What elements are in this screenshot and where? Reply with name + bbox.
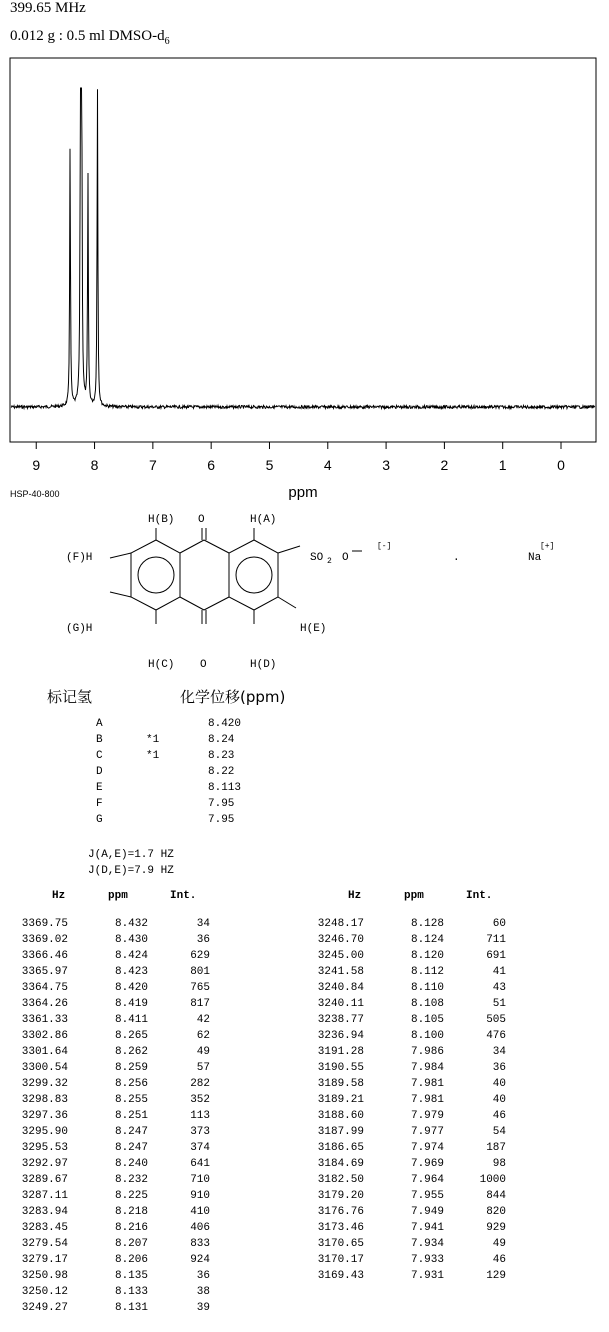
molecule-structure	[0, 500, 609, 680]
peak-hz: 3289.67	[21, 1174, 68, 1186]
x-tick-label: 9	[32, 457, 41, 473]
peak-ppm: 8.128	[410, 918, 444, 930]
peak-intensity: 36	[196, 1270, 210, 1282]
peak-ppm: 8.432	[114, 918, 148, 930]
peak-intensity: 801	[190, 966, 210, 978]
peak-hz: 3369.75	[21, 918, 68, 930]
peak-hz: 3170.65	[317, 1238, 364, 1250]
peak-hz: 3169.43	[317, 1270, 364, 1282]
peak-table-row	[316, 1238, 506, 1254]
peak-ppm: 7.931	[410, 1270, 444, 1282]
peak-intensity: 711	[486, 934, 506, 946]
peak-ppm: 8.430	[114, 934, 148, 946]
coupling-constants	[88, 849, 174, 881]
label-h-f: (F)H	[66, 552, 93, 564]
peak-table-row	[316, 950, 506, 966]
column-header-shift: 化学位移(ppm)	[180, 688, 286, 706]
peak-intensity: 38	[196, 1286, 210, 1298]
peak-ppm: 8.110	[410, 982, 444, 994]
peak-table-row	[20, 1078, 210, 1094]
peak-intensity: 98	[492, 1158, 506, 1170]
spectrum-code: HSP-40-800	[10, 489, 60, 499]
peak-intensity: 113	[190, 1110, 210, 1122]
peak-intensity: 46	[492, 1110, 506, 1122]
peak-ppm: 8.100	[410, 1030, 444, 1042]
proton-shift: 8.22	[208, 766, 235, 778]
peak-hz: 3186.65	[317, 1142, 364, 1154]
peak-intensity: 46	[492, 1254, 506, 1266]
peak-intensity: 34	[196, 918, 210, 930]
peak-intensity: 34	[492, 1046, 506, 1058]
peak-intensity: 49	[196, 1046, 210, 1058]
peak-ppm: 7.949	[410, 1206, 444, 1218]
proton-shift: 8.23	[208, 750, 235, 762]
peak-table-row	[20, 1094, 210, 1110]
peak-hz: 3279.54	[21, 1238, 68, 1250]
proton-label: A	[96, 718, 103, 730]
peak-table-row	[316, 1110, 506, 1126]
peak-intensity: 54	[492, 1126, 506, 1138]
label-h-b: H(B)	[148, 514, 175, 526]
peak-ppm: 7.941	[410, 1222, 444, 1234]
proton-shift: 7.95	[208, 814, 235, 826]
peak-hz: 3240.11	[317, 998, 364, 1010]
x-tick-label: 2	[440, 457, 449, 473]
peak-table-row	[20, 1302, 210, 1318]
peak-table-row	[316, 1254, 506, 1270]
proton-label: C	[96, 750, 103, 762]
peak-table-row	[316, 934, 506, 950]
peak-table-header	[316, 890, 506, 918]
peak-table-row	[316, 1222, 506, 1238]
peak-table-row	[20, 934, 210, 950]
peak-intensity: 374	[190, 1142, 210, 1154]
peak-hz: 3361.33	[21, 1014, 68, 1026]
proton-note: *1	[146, 750, 160, 762]
peak-intensity: 710	[190, 1174, 210, 1186]
peak-ppm: 8.108	[410, 998, 444, 1010]
proton-note: *1	[146, 734, 160, 746]
peak-ppm: 8.251	[114, 1110, 148, 1122]
peak-hz: 3182.50	[317, 1174, 364, 1186]
peak-hz: 3246.70	[317, 934, 364, 946]
spectrum-trace	[11, 88, 595, 409]
peak-table-header-cell: Int.	[170, 890, 197, 902]
peak-intensity: 910	[190, 1190, 210, 1202]
peak-table-row	[20, 1110, 210, 1126]
peak-table-row	[20, 998, 210, 1014]
peak-table-right	[316, 890, 506, 1286]
sulfonate-oxygen: O	[342, 552, 349, 564]
peak-hz: 3299.32	[21, 1078, 68, 1090]
peak-ppm: 8.112	[410, 966, 444, 978]
x-tick-label: 1	[498, 457, 507, 473]
x-tick-label: 5	[265, 457, 274, 473]
peak-table-row	[20, 1062, 210, 1078]
peak-intensity: 833	[190, 1238, 210, 1250]
peak-table-row	[20, 1126, 210, 1142]
peak-ppm: 8.419	[114, 998, 148, 1010]
spectrometer-frequency: 399.65 MHz	[10, 0, 86, 16]
peak-hz: 3190.55	[317, 1062, 364, 1074]
proton-shift: 8.113	[208, 782, 242, 794]
x-tick-label: 8	[90, 457, 99, 473]
peak-table-row	[20, 1046, 210, 1062]
peak-table-header-cell: ppm	[108, 890, 128, 902]
peak-table-row	[316, 982, 506, 998]
peak-ppm: 8.424	[114, 950, 148, 962]
peak-intensity: 40	[492, 1094, 506, 1106]
peak-table-row	[316, 1078, 506, 1094]
peak-hz: 3170.17	[317, 1254, 364, 1266]
peak-hz: 3189.21	[317, 1094, 364, 1106]
peak-table-row	[20, 1286, 210, 1302]
peak-ppm: 8.206	[114, 1254, 148, 1266]
peak-ppm: 7.979	[410, 1110, 444, 1122]
peak-table-row	[316, 1126, 506, 1142]
peak-ppm: 8.265	[114, 1030, 148, 1042]
peak-intensity: 844	[486, 1190, 506, 1202]
sodium-ion: Na	[528, 552, 542, 564]
x-axis	[32, 442, 565, 473]
peak-intensity: 282	[190, 1078, 210, 1090]
peak-intensity: 373	[190, 1126, 210, 1138]
peak-hz: 3292.97	[21, 1158, 68, 1170]
peak-ppm: 8.207	[114, 1238, 148, 1250]
label-h-a: H(A)	[250, 514, 277, 526]
peak-intensity: 929	[486, 1222, 506, 1234]
peak-ppm: 7.974	[410, 1142, 444, 1154]
peak-table-header-cell: Hz	[52, 890, 66, 902]
peak-intensity: 817	[190, 998, 210, 1010]
peak-ppm: 8.120	[410, 950, 444, 962]
peak-ppm: 7.969	[410, 1158, 444, 1170]
peak-table-row	[316, 1270, 506, 1286]
peak-hz: 3300.54	[21, 1062, 68, 1074]
x-axis-label: ppm	[288, 484, 318, 501]
peak-hz: 3189.58	[317, 1078, 364, 1090]
peak-ppm: 8.225	[114, 1190, 148, 1202]
peak-table-header-cell: ppm	[404, 890, 424, 902]
label-h-c: H(C)	[148, 659, 175, 671]
right-ring-aromatic	[236, 557, 272, 593]
peak-hz: 3283.94	[21, 1206, 68, 1218]
peak-intensity: 40	[492, 1078, 506, 1090]
label-h-e: H(E)	[300, 623, 327, 635]
label-h-d: H(D)	[250, 659, 277, 671]
peak-intensity: 1000	[479, 1174, 506, 1186]
peak-intensity: 129	[486, 1270, 506, 1282]
peak-table-row	[316, 918, 506, 934]
peak-hz: 3187.99	[317, 1126, 364, 1138]
peak-hz: 3369.02	[21, 934, 68, 946]
peak-ppm: 7.986	[410, 1046, 444, 1058]
peak-intensity: 62	[196, 1030, 210, 1042]
proton-label: D	[96, 766, 103, 778]
peak-table-row	[316, 966, 506, 982]
peak-ppm: 7.984	[410, 1062, 444, 1074]
peak-ppm: 8.135	[114, 1270, 148, 1282]
peak-hz: 3248.17	[317, 918, 364, 930]
x-tick-label: 6	[207, 457, 216, 473]
peak-hz: 3365.97	[21, 966, 68, 978]
column-header-label: 标记氢	[47, 688, 93, 706]
peak-intensity: 60	[492, 918, 506, 930]
peak-ppm: 8.411	[114, 1014, 148, 1026]
peak-intensity: 42	[196, 1014, 210, 1026]
peak-hz: 3295.53	[21, 1142, 68, 1154]
peak-hz: 3279.17	[21, 1254, 68, 1266]
peak-ppm: 7.981	[410, 1078, 444, 1090]
peak-ppm: 8.131	[114, 1302, 148, 1314]
proton-label: F	[96, 798, 103, 810]
positive-charge: [+]	[540, 542, 555, 551]
peak-intensity: 187	[486, 1142, 506, 1154]
peak-intensity: 406	[190, 1222, 210, 1234]
coupling-ae: J(A,E)=1.7 HZ	[88, 849, 174, 861]
peak-intensity: 820	[486, 1206, 506, 1218]
peak-table-row	[316, 1174, 506, 1190]
x-tick-label: 4	[323, 457, 332, 473]
peak-table-header-cell: Int.	[466, 890, 493, 902]
peak-intensity: 49	[492, 1238, 506, 1250]
peak-ppm: 8.247	[114, 1126, 148, 1138]
proton-shift: 8.420	[208, 718, 242, 730]
peak-table-row	[20, 1222, 210, 1238]
peak-hz: 3245.00	[317, 950, 364, 962]
peak-table-row	[20, 918, 210, 934]
peak-ppm: 8.232	[114, 1174, 148, 1186]
x-tick-label: 0	[557, 457, 565, 473]
peak-intensity: 765	[190, 982, 210, 994]
peak-intensity: 41	[492, 966, 506, 978]
peak-intensity: 629	[190, 950, 210, 962]
peak-intensity: 352	[190, 1094, 210, 1106]
peak-hz: 3250.98	[21, 1270, 68, 1282]
peak-ppm: 8.423	[114, 966, 148, 978]
peak-hz: 3173.46	[317, 1222, 364, 1234]
peak-table-row	[20, 1142, 210, 1158]
sample-subscript: 6	[164, 36, 170, 47]
peak-ppm: 7.933	[410, 1254, 444, 1266]
left-ring-aromatic	[138, 557, 174, 593]
peak-hz: 3240.84	[317, 982, 364, 994]
peak-hz: 3295.90	[21, 1126, 68, 1138]
peak-intensity: 505	[486, 1014, 506, 1026]
peak-hz: 3236.94	[317, 1030, 364, 1042]
sulfonyl-subscript: 2	[327, 557, 332, 566]
proton-shift: 7.95	[208, 798, 235, 810]
peak-ppm: 8.105	[410, 1014, 444, 1026]
peak-table-row	[20, 1030, 210, 1046]
peak-intensity: 39	[196, 1302, 210, 1314]
peak-intensity: 641	[190, 1158, 210, 1170]
peak-hz: 3238.77	[317, 1014, 364, 1026]
peak-intensity: 36	[196, 934, 210, 946]
peak-hz: 3287.11	[21, 1190, 68, 1202]
peak-table-left	[20, 890, 210, 1318]
peak-hz: 3364.26	[21, 998, 68, 1010]
x-tick-label: 3	[382, 457, 390, 473]
nmr-spectrum-chart	[0, 0, 609, 505]
peak-table-row	[20, 1238, 210, 1254]
negative-charge: [-]	[377, 542, 392, 551]
peak-table-row	[316, 998, 506, 1014]
sulfonyl-group: SO	[310, 552, 324, 564]
peak-ppm: 7.955	[410, 1190, 444, 1202]
peak-table-row	[316, 1142, 506, 1158]
peak-ppm: 8.262	[114, 1046, 148, 1058]
peak-ppm: 8.133	[114, 1286, 148, 1298]
peak-table-row	[316, 1030, 506, 1046]
proton-label: E	[96, 782, 103, 794]
peak-intensity: 43	[492, 982, 506, 994]
peak-hz: 3366.46	[21, 950, 68, 962]
peak-intensity: 410	[190, 1206, 210, 1218]
peak-table-row	[20, 1174, 210, 1190]
peak-table-row	[316, 1158, 506, 1174]
peak-table-row	[20, 1158, 210, 1174]
peak-ppm: 8.420	[114, 982, 148, 994]
sample-text: 0.012 g : 0.5 ml DMSO-d	[10, 28, 165, 44]
peak-ppm: 8.259	[114, 1062, 148, 1074]
peak-intensity: 36	[492, 1062, 506, 1074]
peak-hz: 3364.75	[21, 982, 68, 994]
peak-hz: 3301.64	[21, 1046, 68, 1058]
peak-hz: 3179.20	[317, 1190, 364, 1202]
peak-hz: 3191.28	[317, 1046, 364, 1058]
carbonyl-oxygen-bottom: O	[200, 659, 207, 671]
peak-table-row	[20, 1270, 210, 1286]
peak-intensity: 691	[486, 950, 506, 962]
peak-hz: 3241.58	[317, 966, 364, 978]
peak-hz: 3302.86	[21, 1030, 68, 1042]
salt-separator: .	[453, 552, 460, 564]
peak-hz: 3249.27	[21, 1302, 68, 1314]
peak-table-row	[20, 1254, 210, 1270]
peak-intensity: 51	[492, 998, 506, 1010]
proton-label: B	[96, 734, 103, 746]
peak-ppm: 8.240	[114, 1158, 148, 1170]
coupling-de: J(D,E)=7.9 HZ	[88, 865, 174, 877]
peak-intensity: 57	[196, 1062, 210, 1074]
peak-hz: 3283.45	[21, 1222, 68, 1234]
peak-table-header-cell: Hz	[348, 890, 362, 902]
peak-hz: 3250.12	[21, 1286, 68, 1298]
proton-label: G	[96, 814, 103, 826]
proton-shift: 8.24	[208, 734, 235, 746]
peak-table-row	[20, 1206, 210, 1222]
peak-table-row	[20, 982, 210, 998]
peak-hz: 3176.76	[317, 1206, 364, 1218]
peak-ppm: 7.981	[410, 1094, 444, 1106]
peak-hz: 3184.69	[317, 1158, 364, 1170]
peak-ppm: 8.216	[114, 1222, 148, 1234]
peak-ppm: 8.256	[114, 1078, 148, 1090]
peak-ppm: 7.977	[410, 1126, 444, 1138]
peak-table-row	[316, 1046, 506, 1062]
peak-hz: 3298.83	[21, 1094, 68, 1106]
peak-table-row	[20, 966, 210, 982]
x-tick-label: 7	[148, 457, 157, 473]
peak-intensity: 924	[190, 1254, 210, 1266]
peak-table-row	[20, 950, 210, 966]
label-h-g: (G)H	[66, 623, 93, 635]
peak-table-row	[316, 1190, 506, 1206]
peak-ppm: 8.255	[114, 1094, 148, 1106]
peak-table-row	[316, 1206, 506, 1222]
peak-hz: 3297.36	[21, 1110, 68, 1122]
peak-ppm: 7.934	[410, 1238, 444, 1250]
carbonyl-oxygen-top: O	[198, 514, 205, 526]
peak-table-row	[316, 1094, 506, 1110]
peak-ppm: 7.964	[410, 1174, 444, 1186]
peak-hz: 3188.60	[317, 1110, 364, 1122]
peak-ppm: 8.247	[114, 1142, 148, 1154]
peak-table-row	[316, 1062, 506, 1078]
peak-ppm: 8.124	[410, 934, 444, 946]
peak-table-row	[20, 1190, 210, 1206]
peak-table-row	[20, 1014, 210, 1030]
peak-ppm: 8.218	[114, 1206, 148, 1218]
peak-table-row	[316, 1014, 506, 1030]
peak-intensity: 476	[486, 1030, 506, 1042]
peak-table-header	[20, 890, 210, 918]
